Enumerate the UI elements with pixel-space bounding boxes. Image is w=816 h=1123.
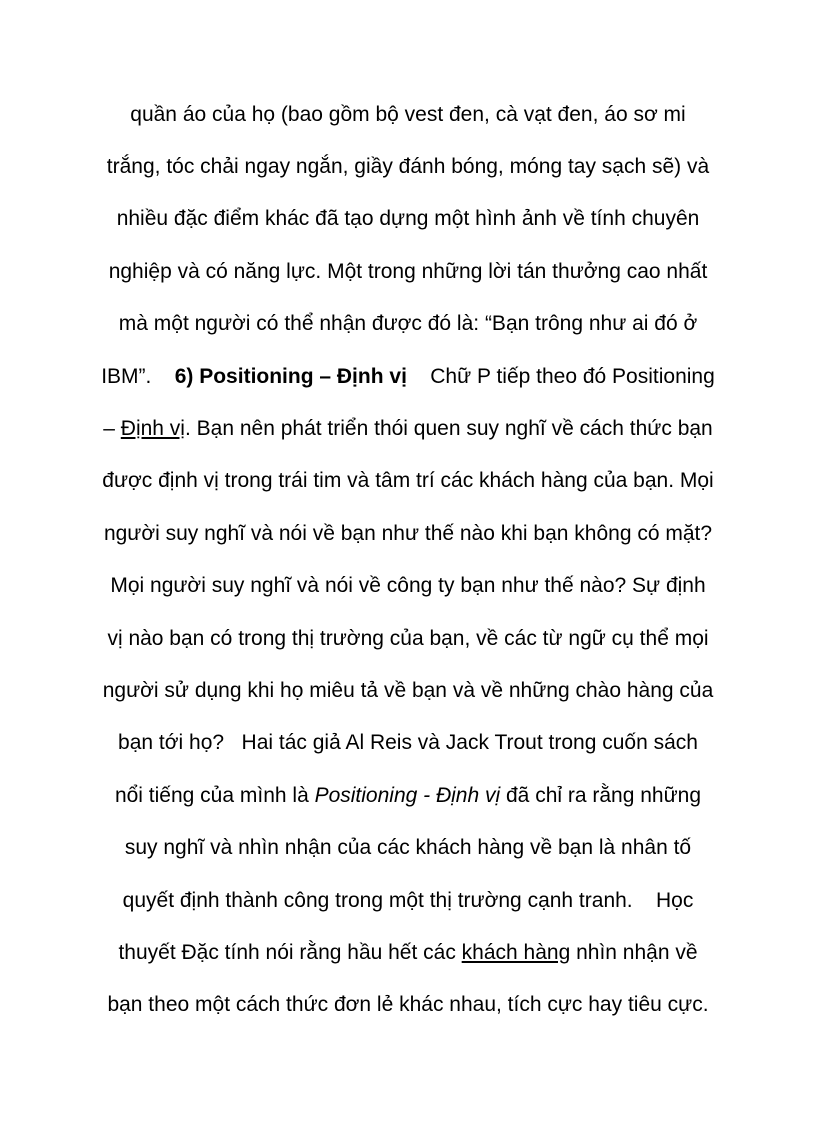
text-line <box>0 206 816 232</box>
underlined-term: khách hàng <box>461 941 571 964</box>
text-run: Chữ P tiếp theo đó Positioning <box>406 365 715 388</box>
text-line <box>0 835 816 861</box>
text-run: mà một người có thể nhận được đó là: “Bạn trông như ai đó ở <box>118 312 698 335</box>
book-title: Positioning - Định vị <box>314 784 501 807</box>
text-run: nhiều đặc điểm khác đã tạo dựng một hình ảnh về tính chuyên <box>116 207 700 230</box>
underlined-term: Định vị <box>120 417 185 440</box>
text-run: người suy nghĩ và nói về bạn như thế nào khi bạn không có mặt? <box>103 522 713 545</box>
text-run: nghiệp và có năng lực. Một trong những lời tán thưởng cao nhất <box>108 260 708 283</box>
text-run: bạn theo một cách thức đơn lẻ khác nhau, tích cực hay tiêu cực. <box>107 993 709 1016</box>
text-line <box>0 311 816 337</box>
text-line <box>0 730 816 756</box>
text-line <box>0 992 816 1018</box>
text-line <box>0 626 816 652</box>
text-line <box>0 521 816 547</box>
text-run: thuyết Đặc tính nói rằng hầu hết các <box>118 941 462 964</box>
text-run: người sử dụng khi họ miêu tả về bạn và về những chào hàng của <box>102 679 714 702</box>
section-heading: 6) Positioning – Định vị <box>174 365 407 388</box>
text-line <box>0 259 816 285</box>
text-line <box>0 468 816 494</box>
text-run: bạn tới họ? Hai tác giả Al Reis và Jack Trout trong cuốn sách <box>118 731 698 754</box>
text-line <box>0 783 816 809</box>
text-run: trắng, tóc chải ngay ngắn, giầy đánh bóng, móng tay sạch sẽ) và <box>106 155 710 178</box>
text-line <box>0 364 816 390</box>
text-line <box>0 416 816 442</box>
text-line <box>0 940 816 966</box>
text-run: quyết định thành công trong một thị trường cạnh tranh. Học <box>122 889 694 912</box>
text-run: IBM”. <box>101 365 175 388</box>
text-run: đã chỉ ra rằng những <box>500 784 702 807</box>
text-line <box>0 102 816 128</box>
text-line <box>0 573 816 599</box>
text-run: . Bạn nên phát triển thói quen suy nghĩ về cách thức bạn <box>184 417 713 440</box>
text-run: nổi tiếng của mình là <box>114 784 315 807</box>
text-run: được định vị trong trái tim và tâm trí các khách hàng của bạn. Mọi <box>102 469 714 492</box>
text-run: quần áo của họ (bao gồm bộ vest đen, cà vạt đen, áo sơ mi <box>130 103 686 126</box>
text-line <box>0 154 816 180</box>
text-run: Mọi người suy nghĩ và nói về công ty bạn như thế nào? Sự định <box>110 574 706 597</box>
text-run: vị nào bạn có trong thị trường của bạn, về các từ ngữ cụ thể mọi <box>107 627 709 650</box>
text-line <box>0 888 816 914</box>
text-run: nhìn nhận về <box>570 941 698 964</box>
text-line <box>0 678 816 704</box>
text-run: suy nghĩ và nhìn nhận của các khách hàng về bạn là nhân tố <box>124 836 692 859</box>
text-run: – <box>103 417 121 440</box>
